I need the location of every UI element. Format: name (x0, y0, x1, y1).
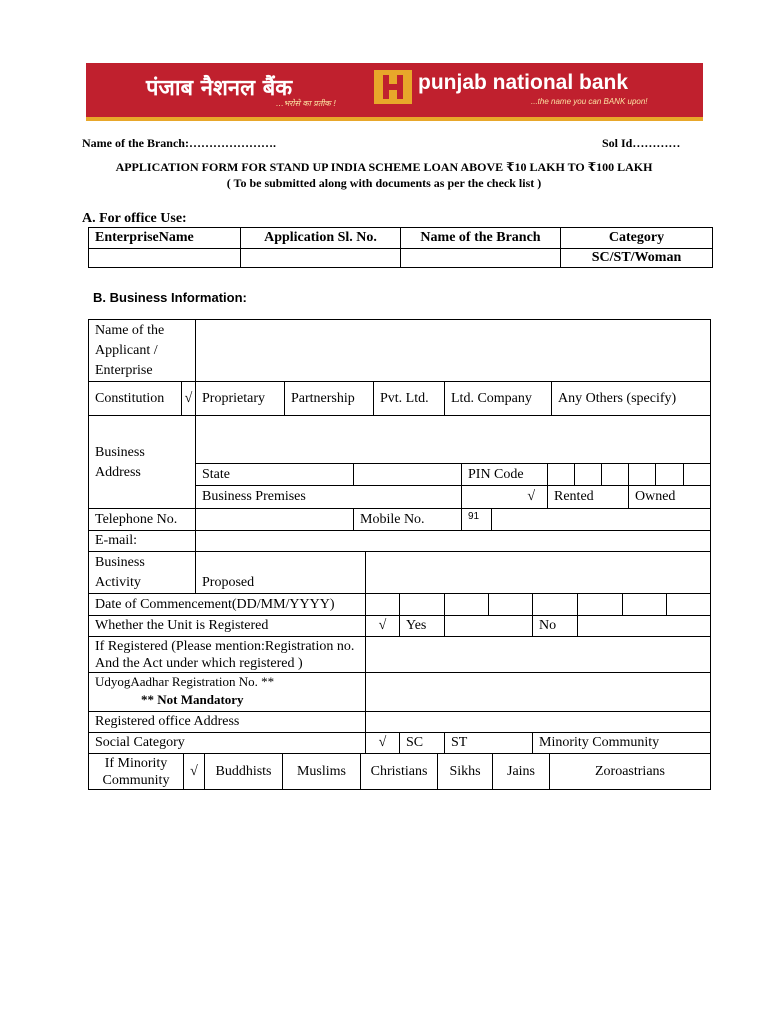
udyog-aadhar-label: UdyogAadhar Registration No. ** (95, 674, 275, 689)
constitution-tick: √ (182, 382, 196, 416)
option-st[interactable]: ST (445, 733, 533, 754)
registered-table (88, 615, 711, 637)
office-use-table (88, 227, 713, 268)
bank-tagline-english: ...the name you can BANK upon! (531, 97, 648, 106)
udyog-aadhar-field[interactable] (366, 673, 711, 712)
bank-name-hindi: पंजाब नैशनल बैंक (146, 76, 293, 101)
applicant-field[interactable] (196, 320, 711, 382)
constitution-table (88, 381, 711, 416)
registration-table (88, 636, 711, 754)
registered-office-label: Registered office Address (89, 712, 366, 733)
email-field[interactable] (196, 531, 711, 552)
form-subtitle: ( To be submitted along with documents as per the check list ) (226, 176, 542, 190)
mobile-label: Mobile No. (354, 509, 462, 531)
bank-banner (86, 63, 703, 121)
applicant-label: Name of the Applicant / Enterprise (89, 320, 196, 382)
header-branch-name: Name of the Branch (401, 228, 561, 249)
option-jains[interactable]: Jains (493, 754, 550, 790)
option-yes[interactable]: Yes (400, 616, 445, 637)
form-title: APPLICATION FORM FOR STAND UP INDIA SCHEME LOAN ABOVE ₹10 LAKH TO ₹100 LAKH (115, 160, 653, 174)
option-buddhists[interactable]: Buddhists (205, 754, 283, 790)
pin-code-label: PIN Code (462, 464, 548, 486)
section-a-title: A. For office Use: (82, 211, 187, 226)
option-minority[interactable]: Minority Community (533, 733, 711, 754)
state-field[interactable] (354, 464, 462, 486)
registered-office-field[interactable] (366, 712, 711, 733)
bank-tagline-hindi: ...भरोसे का प्रतीक ! (276, 99, 337, 108)
activity-table (88, 551, 711, 594)
date-digit[interactable] (667, 594, 711, 616)
pin-digit[interactable] (548, 464, 575, 486)
business-activity-field[interactable] (366, 552, 711, 594)
category-value: SC/ST/Woman (561, 249, 713, 268)
business-activity-label: Business Activity (89, 552, 196, 594)
contact-table (88, 508, 711, 552)
if-registered-label: If Registered (Please mention:Registration no. And the Act under which registered ) (89, 637, 366, 673)
telephone-label: Telephone No. (89, 509, 196, 531)
mobile-field[interactable] (492, 509, 711, 531)
date-digit[interactable] (533, 594, 578, 616)
email-label: E-mail: (89, 531, 196, 552)
section-b-title: B. Business Information: (93, 290, 247, 305)
pin-digit[interactable] (629, 464, 656, 486)
business-address-label: Business Address (89, 416, 196, 509)
date-digit[interactable] (489, 594, 533, 616)
business-address-field[interactable] (196, 416, 711, 464)
option-ltd-company[interactable]: Ltd. Company (445, 382, 552, 416)
commencement-table (88, 593, 711, 616)
branch-name-label: Name of the Branch:…………………. (82, 136, 276, 150)
date-digit[interactable] (366, 594, 400, 616)
option-christians[interactable]: Christians (361, 754, 438, 790)
sol-id-label: Sol Id………… (602, 136, 681, 150)
header-category: Category (561, 228, 713, 249)
date-digit[interactable] (445, 594, 489, 616)
option-partnership[interactable]: Partnership (285, 382, 374, 416)
registered-tick: √ (366, 616, 400, 637)
social-category-label: Social Category (89, 733, 366, 754)
date-digit[interactable] (578, 594, 623, 616)
header-application-no: Application Sl. No. (241, 228, 401, 249)
registered-label: Whether the Unit is Registered (89, 616, 366, 637)
pin-digit[interactable] (656, 464, 684, 486)
option-owned[interactable]: Owned (629, 486, 711, 509)
telephone-field[interactable] (196, 509, 354, 531)
if-minority-label: If Minority Community (89, 754, 184, 790)
mobile-prefix: 91 (462, 509, 492, 531)
pin-digit[interactable] (684, 464, 711, 486)
option-sc[interactable]: SC (400, 733, 445, 754)
option-rented[interactable]: Rented (548, 486, 629, 509)
premises-tick: √ (462, 486, 548, 509)
option-proprietary[interactable]: Proprietary (196, 382, 285, 416)
option-pvt-ltd[interactable]: Pvt. Ltd. (374, 382, 445, 416)
no-spacer (578, 616, 711, 637)
constitution-label: Constitution (89, 382, 182, 416)
option-no[interactable]: No (533, 616, 578, 637)
pnb-logo-icon (374, 70, 412, 104)
option-muslims[interactable]: Muslims (283, 754, 361, 790)
option-any-others[interactable]: Any Others (specify) (552, 382, 711, 416)
pin-digit[interactable] (575, 464, 602, 486)
pin-digit[interactable] (602, 464, 629, 486)
minority-table (88, 753, 711, 790)
option-sikhs[interactable]: Sikhs (438, 754, 493, 790)
branch-name-field[interactable] (401, 249, 561, 268)
not-mandatory-note: ** Not Mandatory (141, 692, 244, 707)
enterprise-name-field[interactable] (89, 249, 241, 268)
date-digit[interactable] (623, 594, 667, 616)
applicant-table (88, 319, 711, 382)
business-premises-label: Business Premises (196, 486, 462, 509)
registration-field[interactable] (366, 637, 711, 673)
minority-tick: √ (184, 754, 205, 790)
business-address-table (88, 415, 711, 509)
state-label: State (196, 464, 354, 486)
option-zoroastrians[interactable]: Zoroastrians (550, 754, 711, 790)
commencement-label: Date of Commencement(DD/MM/YYYY) (89, 594, 366, 616)
yes-spacer (445, 616, 533, 637)
date-digit[interactable] (400, 594, 445, 616)
bank-name-english: punjab national bank (418, 71, 629, 94)
social-tick: √ (366, 733, 400, 754)
proposed-label: Proposed (196, 552, 366, 594)
application-no-field[interactable] (241, 249, 401, 268)
header-enterprise-name: EnterpriseName (89, 228, 241, 249)
